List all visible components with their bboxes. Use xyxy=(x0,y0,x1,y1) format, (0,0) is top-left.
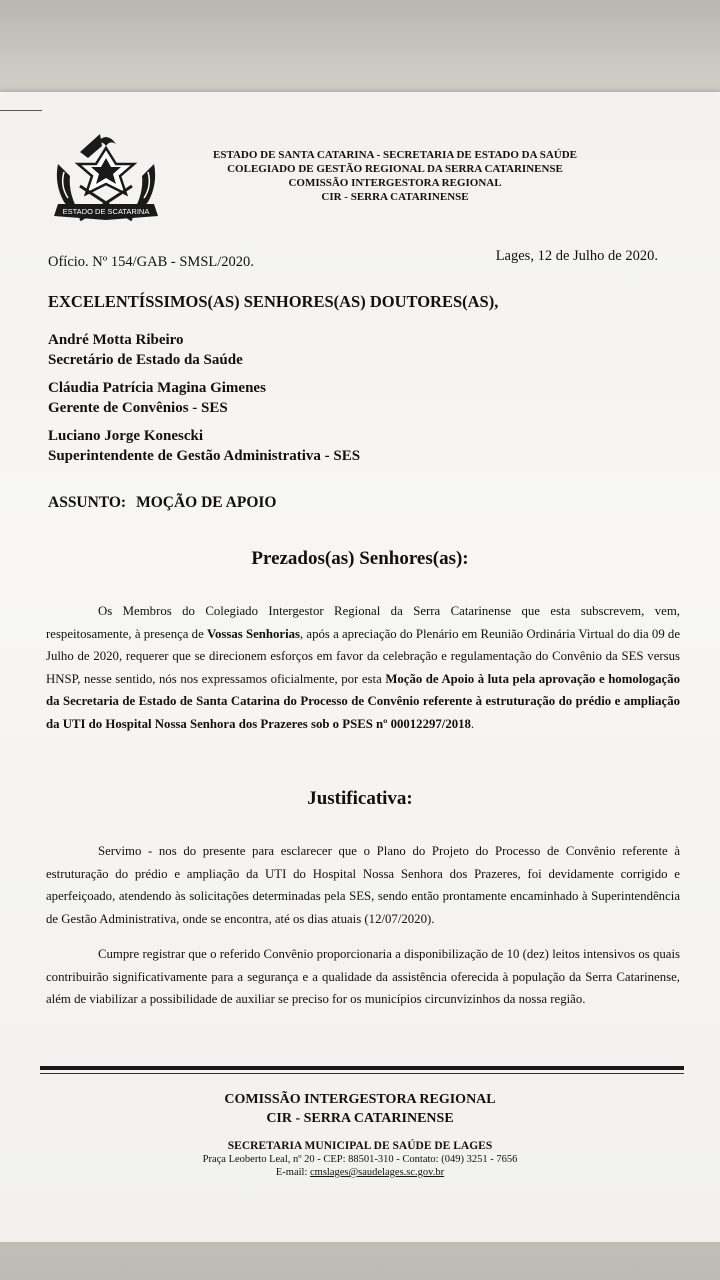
subject-label: ASSUNTO: xyxy=(48,494,127,511)
recipient-name: Luciano Jorge Konescki xyxy=(48,428,204,444)
subject-value: MOÇÃO DE APOIO xyxy=(136,494,277,511)
footer-secretariat: SECRETARIA MUNICIPAL DE SAÚDE DE LAGES xyxy=(227,1140,493,1152)
footer-address: Praça Leoberto Leal, nº 20 - CEP: 88501-310 - Contato: (049) 3251 - 7656 xyxy=(202,1154,518,1165)
recipient-role: Superintendente de Gestão Administrativa - SES xyxy=(48,448,361,464)
footer-email-line xyxy=(0,1167,720,1178)
oficio-number: Ofício. Nº 154/GAB - SMSL/2020. xyxy=(48,254,254,270)
recipient-role: Gerente de Convênios - SES xyxy=(48,400,228,416)
recipient xyxy=(48,426,360,466)
subject-line xyxy=(48,494,276,512)
paragraph-justification-1: Servimo - nos do presente para esclarecer que o Plano do Projeto do Processo de Convênio referente à estruturação do prédio e ampliação da UTI do Hospital Nossa Senhora dos Prazeres, foi devidamente corrigido e aperfeiçoado, atendendo às solicitações determinadas pela SES, sendo então prontamente encaminhado à Superintendência de Gestão Administrativa, onde se encontra, até os dias atuais (12/07/2020). xyxy=(46,844,680,926)
coat-of-arms-icon xyxy=(50,124,162,236)
page-edge-line xyxy=(0,110,42,111)
paragraph-text: , após a apreciação do Plenário em Reunião Ordinária Virtual do dia 09 de Julho de 2020, requerer que se direcionem esforços em favor da celebração e regulamentação do Convênio da SES versus HNSP, nesse sentido, nós nos expressamos oficialmente, por esta xyxy=(46,626,681,686)
recipients-block xyxy=(48,330,360,474)
footer-subtitle: CIR - SERRA CATARINENSE xyxy=(266,1111,454,1126)
document-date: Lages, 12 de Julho de 2020. xyxy=(495,248,658,264)
recipient-name: Cláudia Patrícia Magina Gimenes xyxy=(48,380,266,396)
justification-heading: Justificativa: xyxy=(307,788,413,809)
footer-divider-thin xyxy=(40,1073,684,1074)
paragraph-justification-2: Cumpre registrar que o referido Convênio proporcionaria a disponibilização de 10 (dez) leitos intensivos os quais contribuirão significativamente para a segurança e a qualidade da assistência oferecida à população da Serra Catarinense, além de viabilizar a possibilidade de auxiliar se preciso for os municípios circunvizinhos da nossa região. xyxy=(46,947,680,1007)
salutation: EXCELENTÍSSIMOS(AS) SENHORES(AS) DOUTORES(AS), xyxy=(48,292,499,311)
paragraph-text: Os Membros do Colegiado Intergestor Regional da Serra Catarinense que esta subscrevem, vem, respeitosamente, à presença de xyxy=(46,604,680,641)
recipient-name: André Motta Ribeiro xyxy=(48,332,184,348)
recipient-role: Secretário de Estado da Saúde xyxy=(48,352,243,368)
paragraph-intro xyxy=(46,600,680,736)
crest-ribbon-text: ESTADO DE SCATARINA xyxy=(62,207,150,216)
paragraph-bold-text: Moção de Apoio à luta pela aprovação e homologação da Secretaria de Estado de Santa Catarina do Processo de Convênio referente à estruturação do prédio e ampliação da UTI do Hospital Nossa Senhora dos Prazeres sob o PSES nº 00012297/2018 xyxy=(46,671,680,731)
footer-divider xyxy=(40,1066,684,1070)
letterhead-line: COMISSÃO INTERGESTORA REGIONAL xyxy=(288,177,502,189)
greeting-heading: Prezados(as) Senhores(as): xyxy=(251,548,469,569)
footer-email-label: E-mail: xyxy=(275,1167,311,1178)
footer-email-link[interactable]: cmslages@saudelages.sc.gov.br xyxy=(310,1167,445,1178)
recipient xyxy=(48,330,360,370)
footer-title: COMISSÃO INTERGESTORA REGIONAL xyxy=(224,1092,496,1107)
paragraph-text: . xyxy=(470,716,475,731)
footer xyxy=(0,1090,720,1178)
letterhead-line: COLEGIADO DE GESTÃO REGIONAL DA SERRA CATARINENSE xyxy=(227,163,563,175)
letterhead xyxy=(180,148,610,204)
paragraph-bold-text: Vossas Senhorias xyxy=(206,626,301,641)
letterhead-line: CIR - SERRA CATARINENSE xyxy=(321,191,469,203)
letterhead-line: ESTADO DE SANTA CATARINA - SECRETARIA DE ESTADO DA SAÚDE xyxy=(213,149,577,161)
recipient xyxy=(48,378,360,418)
